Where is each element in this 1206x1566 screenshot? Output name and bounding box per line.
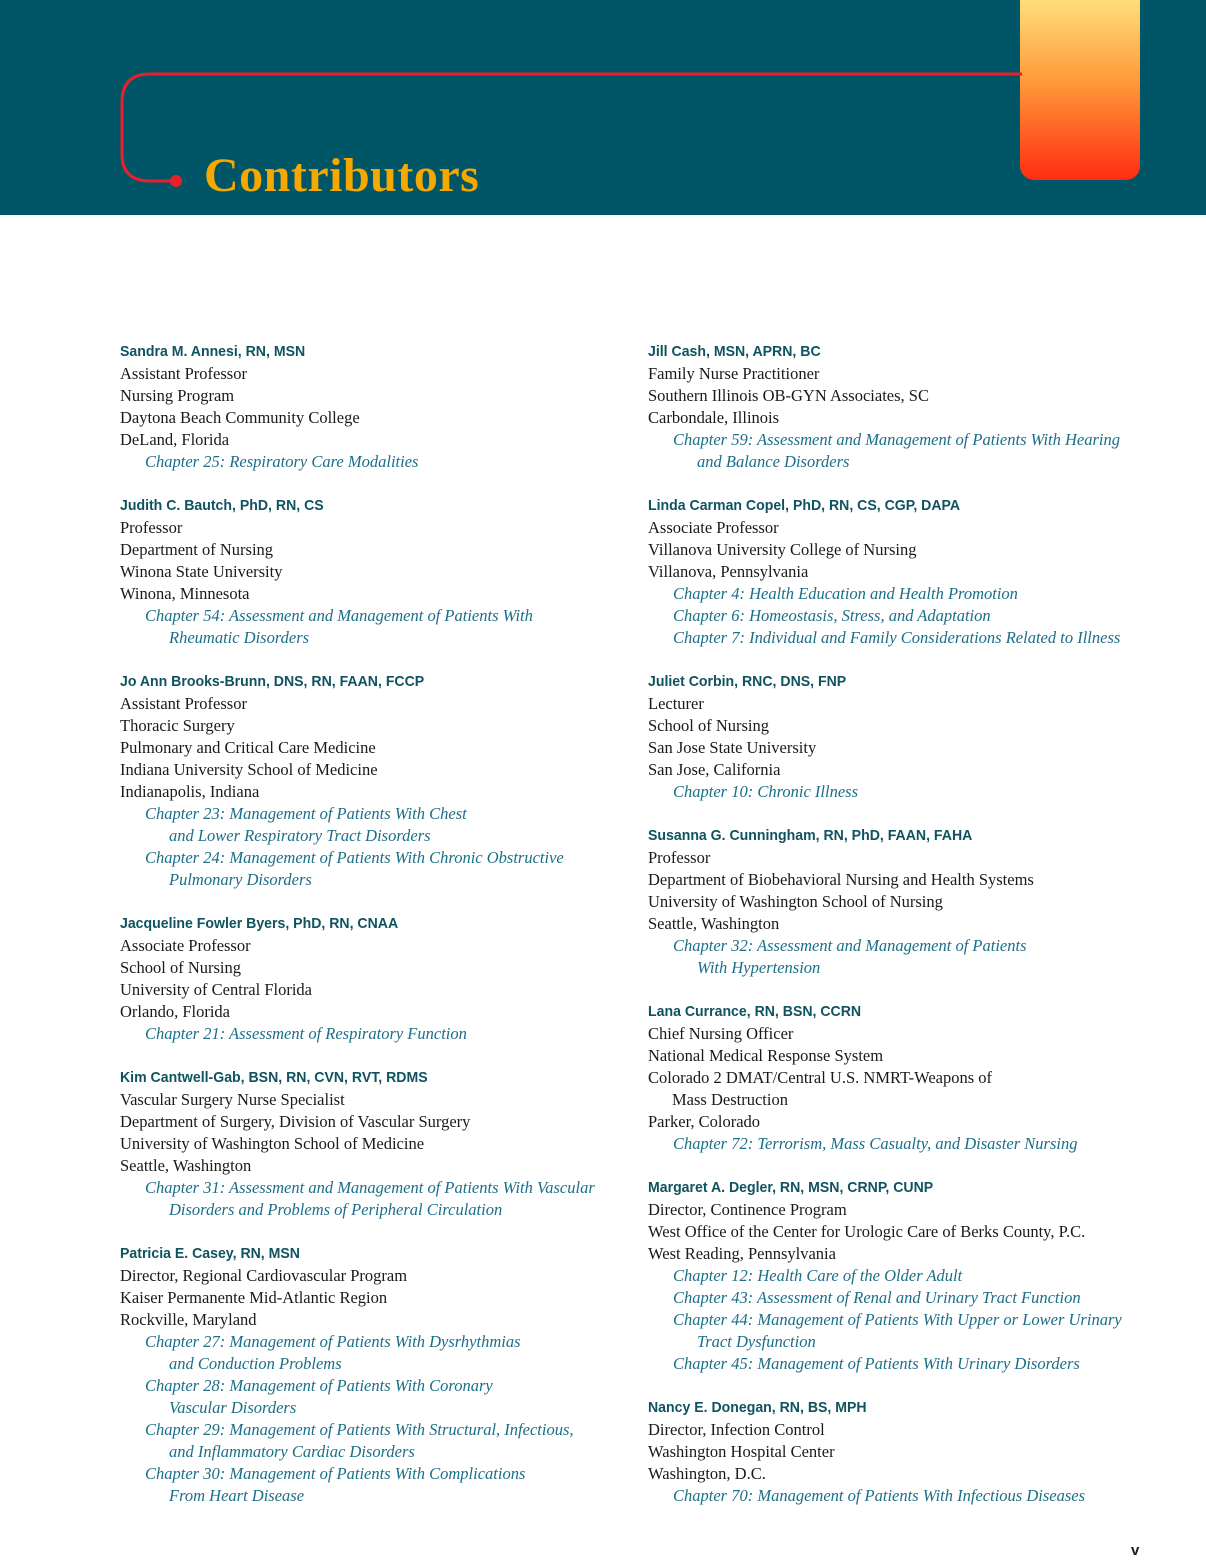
contributor-name: Kim Cantwell-Gab, BSN, RN, CVN, RVT, RDMS <box>120 1069 428 1086</box>
contributor-affiliation-line: Thoracic Surgery <box>120 716 235 735</box>
chapter-reference-line: Chapter 23: Management of Patients With Chest <box>145 804 467 823</box>
contributor-affiliation-line: Washington Hospital Center <box>648 1442 835 1461</box>
contributor-entry <box>648 495 1168 649</box>
contributor-affiliation-line: Rockville, Maryland <box>120 1310 257 1329</box>
contributor-affiliation-line: Mass Destruction <box>672 1090 788 1109</box>
contributor-name: Judith C. Bautch, PhD, RN, CS <box>120 497 324 514</box>
contributor-entry <box>648 671 1168 803</box>
contributor-affiliation-line: Villanova University College of Nursing <box>648 540 917 559</box>
contributor-affiliation-line: Orlando, Florida <box>120 1002 230 1021</box>
chapter-reference-line: Chapter 21: Assessment of Respiratory Function <box>145 1024 467 1043</box>
contributor-entry <box>648 825 1168 979</box>
chapter-reference <box>648 429 1168 473</box>
chapter-reference <box>648 1309 1168 1353</box>
contributor-entry <box>648 341 1168 473</box>
contributor-entry <box>120 671 620 891</box>
chapter-reference-line: Pulmonary Disorders <box>169 870 312 889</box>
contributor-affiliation-line: Professor <box>648 848 711 867</box>
chapter-reference <box>120 1177 620 1221</box>
contributor-affiliation-line: San Jose, California <box>648 760 781 779</box>
contributor-affiliation-line: Director, Continence Program <box>648 1200 847 1219</box>
chapter-reference-line: Chapter 72: Terrorism, Mass Casualty, and Disaster Nursing <box>673 1134 1078 1153</box>
contributor-affiliation-line: Director, Regional Cardiovascular Program <box>120 1266 408 1285</box>
chapter-reference <box>648 1485 1168 1507</box>
contributor-name: Lana Currance, RN, BSN, CCRN <box>648 1003 862 1020</box>
chapter-reference <box>648 781 1168 803</box>
chapter-reference-line: Disorders and Problems of Peripheral Circulation <box>169 1200 503 1219</box>
chapter-reference-line: Chapter 45: Management of Patients With Urinary Disorders <box>673 1354 1080 1373</box>
chapter-reference-line: and Conduction Problems <box>169 1354 342 1373</box>
chapter-reference-line: Chapter 59: Assessment and Management of Patients With Hearing <box>673 430 1120 449</box>
chapter-reference <box>120 1331 620 1375</box>
contributor-name: Linda Carman Copel, PhD, RN, CS, CGP, DAPA <box>648 497 961 514</box>
contributor-entry <box>120 1067 620 1221</box>
contributor-affiliation-line: Kaiser Permanente Mid-Atlantic Region <box>120 1288 388 1307</box>
contributor-affiliation-line: Nursing Program <box>120 386 235 405</box>
contributor-entry <box>648 1177 1168 1375</box>
chapter-reference-line: Chapter 25: Respiratory Care Modalities <box>145 452 419 471</box>
chapter-reference <box>648 605 1168 627</box>
chapter-reference-line: Chapter 7: Individual and Family Considerations Related to Illness <box>673 628 1121 647</box>
chapter-reference-line: Chapter 54: Assessment and Management of Patients With <box>145 606 533 625</box>
chapter-reference <box>120 451 620 473</box>
chapter-reference-line: Chapter 27: Management of Patients With Dysrhythmias <box>145 1332 521 1351</box>
contributor-affiliation-line: Winona, Minnesota <box>120 584 250 603</box>
chapter-reference-line: Chapter 4: Health Education and Health Promotion <box>673 584 1018 603</box>
chapter-reference-line: Vascular Disorders <box>169 1398 297 1417</box>
contributor-affiliation-line: University of Washington School of Nursing <box>648 892 943 911</box>
chapter-reference-line: Chapter 28: Management of Patients With Coronary <box>145 1376 493 1395</box>
contributor-name: Margaret A. Degler, RN, MSN, CRNP, CUNP <box>648 1179 934 1196</box>
chapter-reference-line: Chapter 12: Health Care of the Older Adult <box>673 1266 963 1285</box>
contributor-affiliation-line: Department of Biobehavioral Nursing and Health Systems <box>648 870 1034 889</box>
contributor-affiliation-line: School of Nursing <box>120 958 241 977</box>
contributor-entry <box>120 341 620 473</box>
chapter-reference-line: and Inflammatory Cardiac Disorders <box>169 1442 415 1461</box>
contributor-affiliation-line: West Reading, Pennsylvania <box>648 1244 836 1263</box>
contributor-affiliation-line: Department of Surgery, Division of Vascular Surgery <box>120 1112 471 1131</box>
chapter-reference-line: Rheumatic Disorders <box>169 628 310 647</box>
contributor-affiliation-line: San Jose State University <box>648 738 817 757</box>
contributor-entry <box>120 495 620 649</box>
contributor-affiliation-line: Washington, D.C. <box>648 1464 766 1483</box>
contributor-affiliation-line: Indiana University School of Medicine <box>120 760 378 779</box>
chapter-reference-line: Chapter 43: Assessment of Renal and Urinary Tract Function <box>673 1288 1081 1307</box>
chapter-reference <box>648 1133 1168 1155</box>
contributor-affiliation-line: Carbondale, Illinois <box>648 408 780 427</box>
chapter-reference <box>648 1353 1168 1375</box>
chapter-reference <box>648 583 1168 605</box>
contributor-affiliation-line: DeLand, Florida <box>120 430 230 449</box>
chapter-reference-line: Tract Dysfunction <box>697 1332 816 1351</box>
contributor-affiliation-line: University of Central Florida <box>120 980 313 999</box>
contributor-affiliation-line: Department of Nursing <box>120 540 274 559</box>
contributor-entry <box>648 1001 1168 1155</box>
chapter-reference-line: Chapter 31: Assessment and Management of Patients With Vascular <box>145 1178 595 1197</box>
chapter-reference-line: Chapter 24: Management of Patients With Chronic Obstructive <box>145 848 564 867</box>
contributor-name: Susanna G. Cunningham, RN, PhD, FAAN, FAHA <box>648 827 973 844</box>
chapter-reference <box>120 803 620 847</box>
chapter-reference <box>120 1419 620 1463</box>
chapter-reference-line: Chapter 6: Homeostasis, Stress, and Adaptation <box>673 606 991 625</box>
contributor-affiliation-line: Associate Professor <box>120 936 251 955</box>
chapter-reference <box>648 935 1168 979</box>
chapter-reference <box>120 847 620 891</box>
contributor-affiliation-line: School of Nursing <box>648 716 769 735</box>
contributor-affiliation-line: Assistant Professor <box>120 694 247 713</box>
contributor-affiliation-line: Seattle, Washington <box>120 1156 252 1175</box>
contributor-affiliation-line: Family Nurse Practitioner <box>648 364 820 383</box>
chapter-reference-line: From Heart Disease <box>169 1486 305 1505</box>
contributor-affiliation-line: Seattle, Washington <box>648 914 780 933</box>
page-number: v <box>1131 1542 1140 1559</box>
contributor-affiliation-line: Parker, Colorado <box>648 1112 761 1131</box>
contributor-affiliation-line: Associate Professor <box>648 518 779 537</box>
chapter-reference-line: With Hypertension <box>697 958 821 977</box>
contributor-affiliation-line: University of Washington School of Medicine <box>120 1134 425 1153</box>
contributor-affiliation-line: West Office of the Center for Urologic Care of Berks County, P.C. <box>648 1222 1086 1241</box>
contributor-affiliation-line: Pulmonary and Critical Care Medicine <box>120 738 376 757</box>
chapter-reference-line: Chapter 29: Management of Patients With Structural, Infectious, <box>145 1420 574 1439</box>
contributor-entry <box>120 1243 620 1507</box>
header-accent-dot <box>170 175 182 187</box>
contributor-name: Patricia E. Casey, RN, MSN <box>120 1245 300 1262</box>
chapter-reference <box>120 605 620 649</box>
chapter-reference <box>648 1265 1168 1287</box>
chapter-reference-line: Chapter 44: Management of Patients With Upper or Lower Urinary <box>673 1310 1122 1329</box>
header-accent-line <box>0 0 1206 215</box>
contributor-name: Sandra M. Annesi, RN, MSN <box>120 343 306 360</box>
contributor-affiliation-line: Winona State University <box>120 562 283 581</box>
contributor-affiliation-line: Southern Illinois OB-GYN Associates, SC <box>648 386 929 405</box>
contributor-entry <box>120 913 620 1045</box>
chapter-reference <box>120 1023 620 1045</box>
contributor-affiliation-line: Lecturer <box>648 694 704 713</box>
chapter-reference-line: Chapter 10: Chronic Illness <box>673 782 859 801</box>
chapter-reference <box>648 1287 1168 1309</box>
contributors-column-left <box>120 341 620 1529</box>
contributor-affiliation-line: National Medical Response System <box>648 1046 884 1065</box>
chapter-reference-line: and Lower Respiratory Tract Disorders <box>169 826 431 845</box>
contributor-affiliation-line: Colorado 2 DMAT/Central U.S. NMRT-Weapons of <box>648 1068 993 1087</box>
contributor-affiliation-line: Daytona Beach Community College <box>120 408 360 427</box>
chapter-reference-line: Chapter 70: Management of Patients With Infectious Diseases <box>673 1486 1085 1505</box>
contributor-name: Jacqueline Fowler Byers, PhD, RN, CNAA <box>120 915 399 932</box>
contributor-affiliation-line: Vascular Surgery Nurse Specialist <box>120 1090 345 1109</box>
chapter-reference <box>120 1375 620 1419</box>
contributors-column-right <box>648 341 1168 1529</box>
contributor-name: Jo Ann Brooks-Brunn, DNS, RN, FAAN, FCCP <box>120 673 425 690</box>
page-title: Contributors <box>204 149 480 202</box>
contributor-affiliation-line: Chief Nursing Officer <box>648 1024 794 1043</box>
contributor-name: Juliet Corbin, RNC, DNS, FNP <box>648 673 847 690</box>
chapter-reference-line: and Balance Disorders <box>697 452 850 471</box>
chapter-reference-line: Chapter 32: Assessment and Management of Patients <box>673 936 1027 955</box>
chapter-reference <box>120 1463 620 1507</box>
contributor-affiliation-line: Villanova, Pennsylvania <box>648 562 809 581</box>
contributor-affiliation-line: Indianapolis, Indiana <box>120 782 260 801</box>
contributor-affiliation-line: Assistant Professor <box>120 364 247 383</box>
chapter-reference-line: Chapter 30: Management of Patients With Complications <box>145 1464 526 1483</box>
contributor-entry <box>648 1397 1168 1507</box>
contributor-name: Nancy E. Donegan, RN, BS, MPH <box>648 1399 867 1416</box>
contributor-affiliation-line: Director, Infection Control <box>648 1420 825 1439</box>
contributor-affiliation-line: Professor <box>120 518 183 537</box>
chapter-reference <box>648 627 1168 649</box>
contributor-name: Jill Cash, MSN, APRN, BC <box>648 343 821 360</box>
